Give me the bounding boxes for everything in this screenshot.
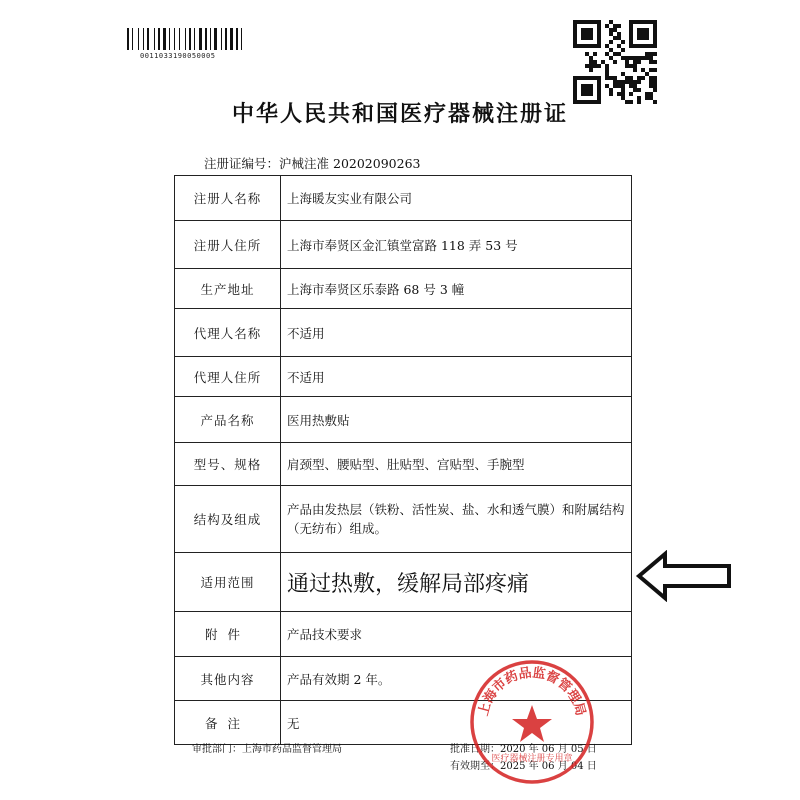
registration-number (204, 154, 420, 172)
row-value: 上海市奉贤区金汇镇堂富路 118 弄 53 号 (281, 221, 632, 269)
official-seal (467, 657, 597, 787)
table-row (175, 221, 632, 269)
qr-code-icon (573, 20, 657, 104)
table-row (175, 443, 632, 486)
row-value: 产品由发热层（铁粉、活性炭、盐、水和透气膜）和附属结构（无纺布）组成。 (281, 486, 632, 553)
row-value: 肩颈型、腰贴型、肚贴型、宫贴型、手腕型 (281, 443, 632, 486)
table-row (175, 309, 632, 357)
table-row (175, 486, 632, 553)
approval-dept-label: 审批部门： (192, 744, 242, 755)
approval-department (192, 740, 342, 755)
row-value: 无 (281, 701, 632, 745)
approval-date-value: 2020 年 06 月 05 日 (500, 744, 597, 755)
row-value-highlight: 通过热敷，缓解局部疼痛 (281, 553, 632, 612)
row-label: 注册人住所 (175, 221, 281, 269)
table-row (175, 269, 632, 309)
table-row (175, 612, 632, 657)
left-arrow-icon (635, 550, 733, 602)
barcode (127, 28, 251, 50)
row-label: 型号、规格 (175, 443, 281, 486)
row-value: 医用热敷贴 (281, 397, 632, 443)
row-value: 上海暖友实业有限公司 (281, 176, 632, 221)
row-value: 产品技术要求 (281, 612, 632, 657)
row-label: 其他内容 (175, 657, 281, 701)
certificate-title: 中华人民共和国医疗器械注册证 (231, 102, 568, 127)
row-value: 上海市奉贤区乐泰路 68 号 3 幢 (281, 269, 632, 309)
row-label: 生产地址 (175, 269, 281, 309)
seal-subtext: 医疗器械注册专用章 (491, 754, 573, 764)
barcode-number: 0011033190050005 (140, 52, 216, 60)
table-row (175, 553, 632, 612)
table-row (175, 176, 632, 221)
row-label: 备注 (175, 701, 281, 745)
row-label: 代理人名称 (175, 309, 281, 357)
row-label: 注册人名称 (175, 176, 281, 221)
registration-number-value: 沪械注准 20202090263 (279, 156, 421, 171)
table-row (175, 357, 632, 397)
row-label: 适用范围 (175, 553, 281, 612)
table-row (175, 397, 632, 443)
row-value: 不适用 (281, 357, 632, 397)
row-value: 不适用 (281, 309, 632, 357)
row-label: 结构及组成 (175, 486, 281, 553)
approval-date-label: 批准日期： (450, 744, 500, 755)
expiry-date-label: 有效期至： (450, 761, 500, 772)
registration-number-label: 注册证编号： (204, 156, 280, 171)
row-value: 产品有效期 2 年。 (281, 657, 632, 701)
row-label: 产品名称 (175, 397, 281, 443)
expiry-date-value: 2025 年 06 月 04 日 (500, 761, 597, 772)
row-label: 附件 (175, 612, 281, 657)
seal-text: 上海市药品监督管理局 (476, 665, 588, 718)
approval-dept-value: 上海市药品监督管理局 (242, 744, 342, 755)
star-icon (512, 705, 552, 742)
row-label: 代理人住所 (175, 357, 281, 397)
